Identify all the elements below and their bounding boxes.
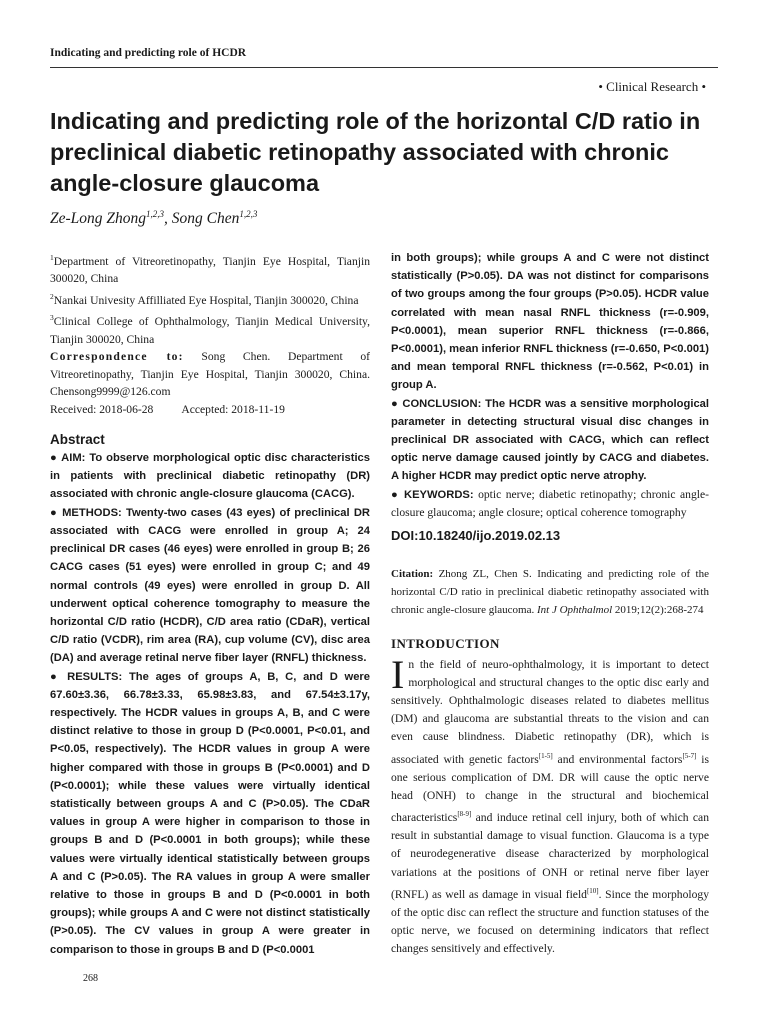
affiliation-marker: 3: [50, 313, 54, 323]
section-tag: • Clinical Research •: [598, 79, 706, 94]
author-affiliation-marker: 1,2,3: [146, 209, 165, 219]
author-name: Song Chen: [171, 210, 240, 228]
right-column: [391, 249, 709, 958]
abstract-results: ● RESULTS: The ages of groups A, B, C, and D were 67.60±3.36, 66.78±3.33, 65.98±3.83, and 67.54±3.17y, respectively. The HCDR values in groups A, B, and C were distinct relative to those in group D (P<0.0001, P<0.01, and P<0.05, respectively). The HCDR values in group A were higher compared with those in groups B (P<0.0001) and D (P<0.0001); while these values were virtually identical statistically between groups A and C (P>0.05). The CDaR values in group A were higher in comparison to those in groups B and D (P<0.0001 in both groups); while these values were virtually identical statistically between groups A and C (P>0.05). The RA values in group A were smaller relative to those in groups B and D (P<0.0001 in both groups); while groups A and C were not distinct statistically (P>0.05). The CV values in group A were greater in comparison to those in groups B and D (P<0.0001: [50, 670, 370, 956]
article-title: Indicating and predicting role of the horizontal C/D ratio in preclinical diabetic retinopathy associated with chronic angle-closure glaucoma: [50, 108, 701, 196]
intro-text: is one serious complication of DM. DR will cause the optic nerve head (ONH) to change in the structural and biochemical characteristics: [391, 752, 709, 824]
correspondence: [50, 348, 370, 401]
abstract-keywords: [391, 486, 709, 522]
citation: [391, 565, 709, 620]
author-list: [50, 209, 257, 228]
abstract-methods: ● METHODS: Twenty-two cases (43 eyes) of preclinical DR associated with CACG were enrolled in group A; 24 preclinical DR cases (46 eyes) were enrolled in group B; 26 CACG cases (51 eyes) were enrolled in group C; and 49 normal controls (49 eyes) were enrolled in group D. All underwent optical coherence tomography to measure the horizontal C/D ratio (HCDR), C/D area ratio (CDaR), vertical C/D ratio (VCDR), rim area (RA), cup volume (CV), disc area (DA) and average retinal nerve fiber layer (RNFL) thickness.: [50, 506, 370, 665]
received-date: Received: 2018-06-28: [50, 402, 154, 416]
author-separator: ,: [164, 210, 172, 228]
accepted-date: Accepted: 2018-11-19: [181, 402, 285, 416]
page-number: 268: [83, 973, 98, 984]
reference-marker[interactable]: [8-9]: [457, 810, 472, 819]
abstract-heading: Abstract: [50, 432, 105, 448]
author-affiliation-marker: 1,2,3: [239, 209, 258, 219]
header-divider: [50, 67, 718, 68]
introduction-heading: INTRODUCTION: [391, 635, 500, 651]
dates-line: [50, 401, 370, 419]
affiliation-text: Nankai Univesity Affilliated Eye Hospital, Tianjin 300020, China: [53, 293, 359, 307]
affiliation-text: Department of Vitreoretinopathy, Tianjin Eye Hospital, Tianjin 300020, China: [50, 254, 370, 286]
keywords-label: ● KEYWORDS:: [391, 488, 474, 501]
correspondence-text: Song Chen. Department of Vitreoretinopathy, Tianjin Eye Hospital, Tianjin 300020, China. Chensong9999@126.com: [50, 350, 371, 399]
doi-link[interactable]: DOI:10.18240/ijo.2019.02.13: [391, 528, 561, 544]
introduction-body: [391, 651, 709, 959]
affiliation-marker: 2: [50, 291, 54, 301]
abstract-results-continued: in both groups); while groups A and C were not distinct statistically (P>0.05). DA was not distinct for comparisons of two groups among the four groups (P>0.05). HCDR value correlated with mean nasal RNFL thickness (r=-0.909, P<0.0001), mean superior RNFL thickness (r=-0.866, P<0.0001), mean inferior RNFL thickness (r=-0.650, P<0.001) and mean temporal RNFL thickness (r=-0.562, P<0.01) in group A.: [391, 252, 709, 392]
intro-text: and environmental factors: [552, 752, 683, 766]
affiliation: [50, 288, 370, 309]
affiliation: [50, 249, 370, 288]
affiliation-text: Clinical College of Ophthalmology, Tianjin Medical University, Tianjin 300020, China: [50, 315, 370, 346]
citation-journal: Int J Ophthalmol: [537, 604, 613, 617]
intro-text: and induce retinal cell injury, both of which can result in substantial damage to visual function. Glaucoma is a type of neurodegenerative disease characterized by morphological variations at the positions of ONH or retinal nerve fiber layer (RNFL) as well as damage in visual field: [391, 811, 709, 901]
reference-marker[interactable]: [10]: [586, 886, 599, 895]
left-column: [50, 249, 370, 959]
affiliation-marker: 1: [50, 253, 54, 262]
author-name: Ze-Long Zhong: [50, 210, 147, 228]
abstract-aim: ● AIM: To observe morphological optic disc characteristics in patients with preclinical diabetic retinopathy (DR) associated with chronic angle-closure glaucoma (CACG).: [50, 452, 370, 501]
drop-cap: I: [391, 651, 405, 697]
citation-label: Citation:: [391, 568, 434, 581]
keywords-text: optic nerve; diabetic retinopathy; chronic angle-closure glaucoma; angle closure; optical coherence tomography: [391, 487, 709, 519]
reference-marker[interactable]: [5-7]: [682, 751, 697, 760]
abstract-conclusion: ● CONCLUSION: The HCDR was a sensitive morphological parameter in detecting structural visual disc changes in preclinical DR associated with CACG, which can reflect optic nerve damage caused jointly by CACG and diabetes. A higher HCDR may predict optic nerve atrophy.: [391, 397, 709, 483]
affiliation: [50, 309, 370, 348]
correspondence-label: Correspondence to:: [50, 350, 184, 364]
intro-text: n the field of neuro-ophthalmology, it is important to detect morphological and structural changes to the optic disc early and sensitively. Ophthalmologic diseases related to diabetes mellitus (DM) and glaucoma are substantial threats to the vision and can even cause blindness. Diabetic retinopathy (DR), which is associated with genetic factors: [391, 657, 709, 766]
reference-marker[interactable]: [1-5]: [538, 751, 553, 760]
citation-details: 2019;12(2):268-274: [612, 604, 704, 617]
citation-text: Zhong ZL, Chen S. Indicating and predicting role of the horizontal C/D ratio in preclinical diabetic retinopathy associated with chronic angle-closure glaucoma.: [391, 568, 709, 617]
running-header: Indicating and predicting role of HCDR: [50, 47, 247, 59]
intro-text: . Since the morphology of the optic disc can reflect the structure and function statuses of the optic nerve, we focused on determining indicators that reflect changes sensitively and effectively.: [391, 887, 709, 956]
